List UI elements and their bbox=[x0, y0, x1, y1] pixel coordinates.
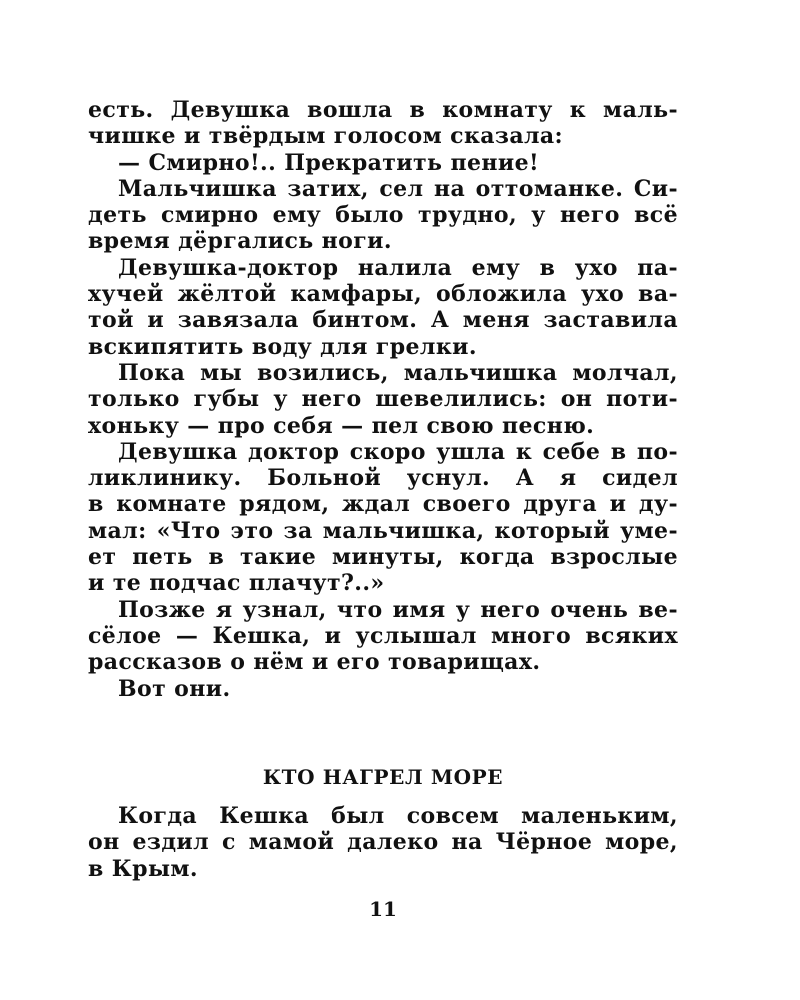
text-line: ет петь в такие минуты, когда взрослые bbox=[88, 544, 678, 571]
text-line: мал: «Что это за мальчишка, который уме- bbox=[88, 517, 678, 544]
text-line: Мальчишка затих, сел на оттоманке. Си- bbox=[118, 175, 678, 202]
text-line: хучей жёлтой камфары, обложила ухо ва- bbox=[88, 281, 678, 308]
text-line: время дёргались ноги. bbox=[88, 228, 392, 255]
text-line: — Смирно!.. Прекратить пение! bbox=[118, 149, 540, 176]
text-line: сёлое — Кешка, и услышал много всяких bbox=[88, 622, 678, 649]
text-line: Пока мы возились, мальчишка молчал, bbox=[118, 359, 678, 386]
text-line: деть смирно ему было трудно, у него всё bbox=[88, 202, 678, 229]
text-line: Девушка-доктор налила ему в ухо па- bbox=[118, 254, 678, 281]
text-line: Девушка доктор скоро ушла к себе в по- bbox=[118, 438, 678, 465]
text-line: рассказов о нём и его товарищах. bbox=[88, 649, 541, 676]
text-line: в Крым. bbox=[88, 855, 198, 882]
text-line: Когда Кешка был совсем маленьким, bbox=[118, 803, 678, 829]
text-line: той и завязала бинтом. А меня заставила bbox=[88, 307, 678, 334]
text-line: вскипятить воду для грелки. bbox=[88, 333, 477, 360]
page-number: 11 bbox=[369, 897, 397, 921]
text-line: только губы у него шевелились: он поти- bbox=[88, 386, 678, 413]
text-line: хоньку — про себя — пел свою песню. bbox=[88, 412, 595, 439]
text-line: Позже я узнал, что имя у него очень ве- bbox=[118, 596, 678, 623]
text-line: он ездил с мамой далеко на Чёрное море, bbox=[88, 829, 678, 856]
text-line: в комнате рядом, ждал своего друга и ду- bbox=[88, 491, 678, 518]
text-line: чишке и твёрдым голосом сказала: bbox=[88, 123, 564, 150]
body-text bbox=[88, 97, 678, 702]
chapter-title: КТО НАГРЕЛ МОРЕ bbox=[262, 765, 504, 789]
text-line: и те подчас плачут?..» bbox=[88, 570, 385, 597]
text-line: Вот они. bbox=[118, 675, 231, 702]
text-line: ликлинику. Больной уснул. А я сидел bbox=[88, 465, 678, 492]
text-line: есть. Девушка вошла в комнату к маль- bbox=[88, 97, 678, 123]
chapter-text bbox=[88, 803, 678, 882]
